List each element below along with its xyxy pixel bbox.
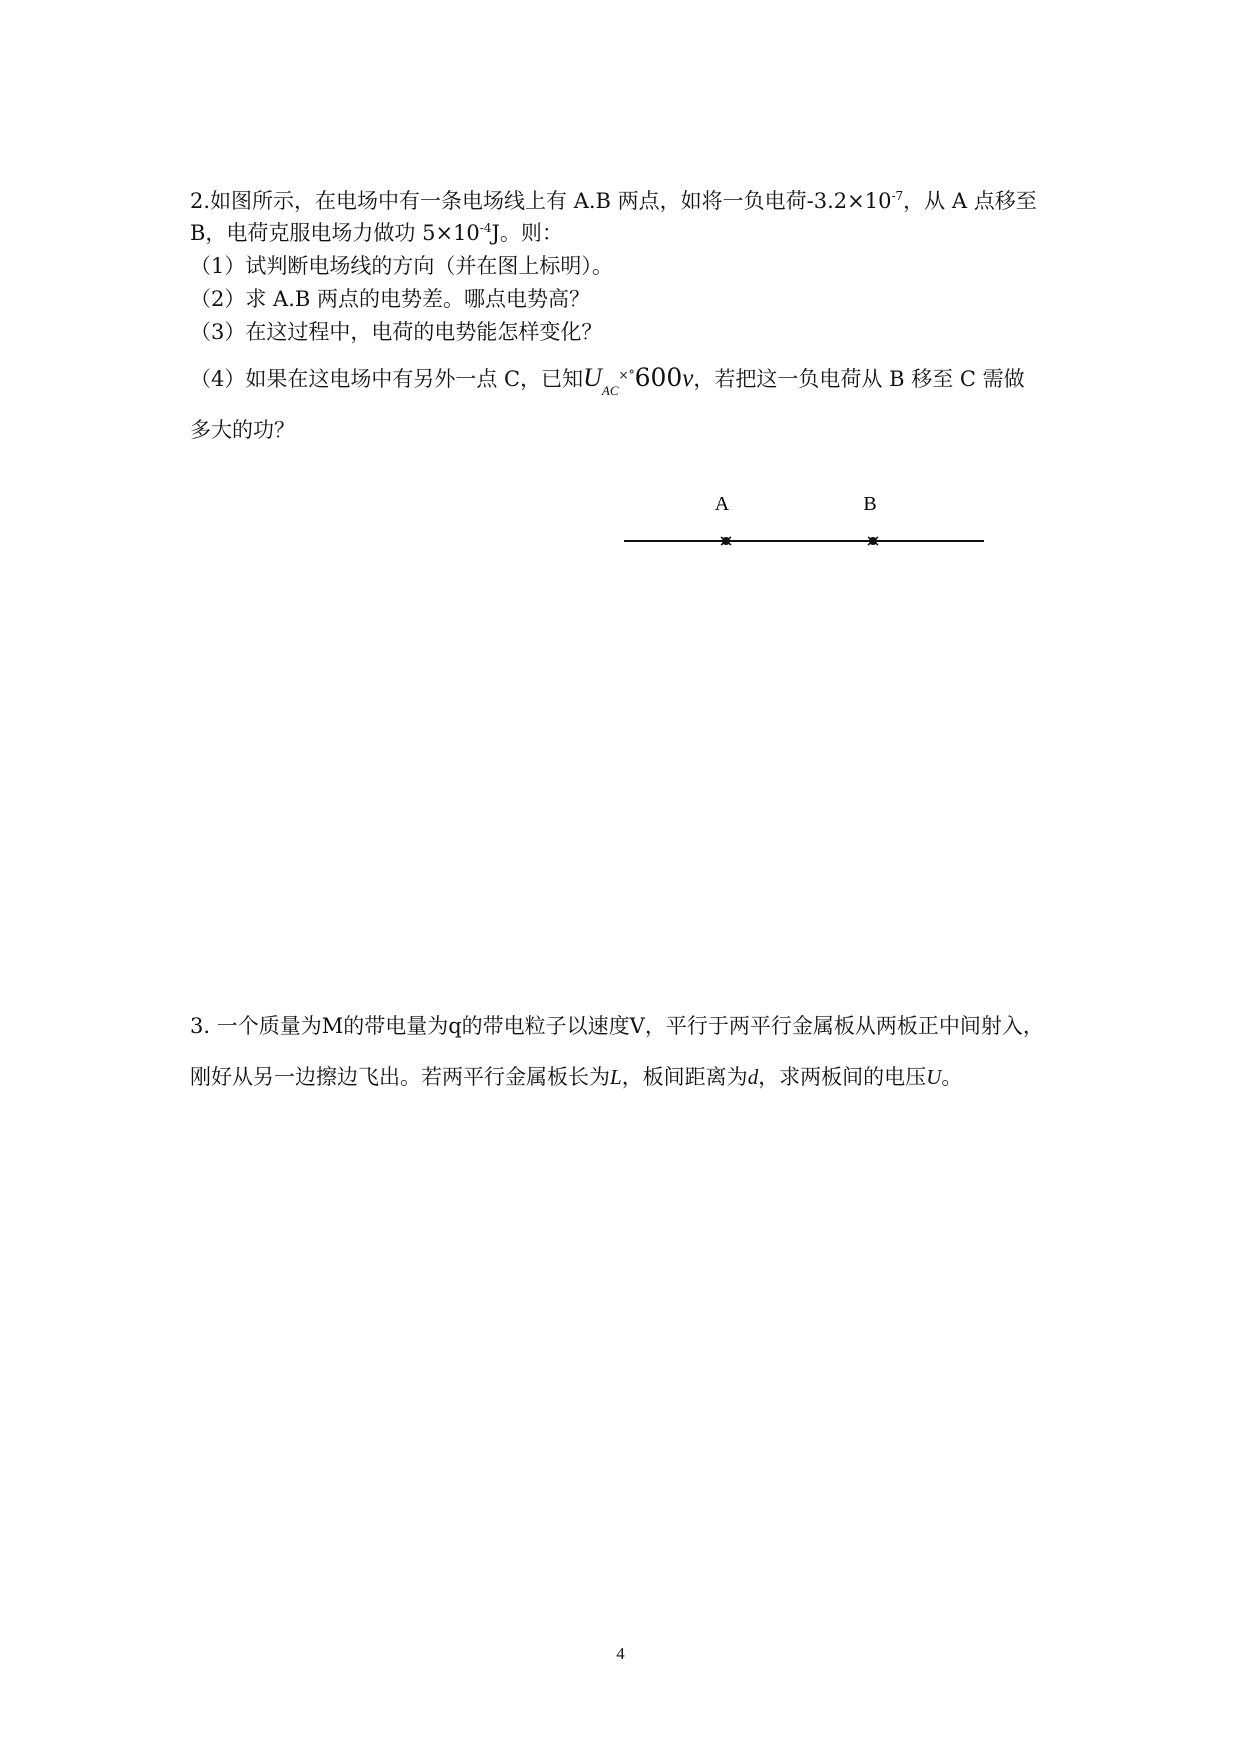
q2-text: 2.如图所示，在电场中有一条电场线上有 A.B 两点，如将一负电荷-3.2×10 [190,189,892,213]
q3-text: ，板间距离为 [621,1065,748,1089]
q2-text: J。则： [491,221,563,245]
garbled-symbol: ×° [618,368,635,382]
q2-subquestion-4-cont: 多大的功？ [190,418,295,442]
voltage-symbol: U [583,363,602,392]
q2-statement-line-1 [190,187,1037,215]
point-b-label: B [863,493,877,515]
point-b-marker [868,537,878,545]
q2-subquestion-2: （2）求 A.B 两点的电势差。哪点电势高？ [190,287,590,311]
q3-text: 刚好从另一边擦边飞出。若两平行金属板长为 [190,1065,610,1089]
field-line-diagram [600,480,1000,580]
voltage-value: 600 [634,363,683,392]
page-number: 4 [616,1644,625,1663]
q3-statement-line-2 [190,1063,962,1091]
q2-subquestion-1: （1）试判断电场线的方向（并在图上标明）。 [190,254,613,278]
q2-text: ，从 A 点移至 [903,189,1037,213]
q2-statement-line-2 [190,219,563,247]
q3-text: 。 [941,1065,963,1089]
point-a-label: A [714,493,730,515]
q3-text: ，求两板间的电压 [758,1065,927,1089]
q2-subquestion-4 [190,364,1025,396]
point-a-marker [721,537,731,545]
voltage-symbol: U [926,1065,942,1089]
q2-text: （4）如果在这电场中有另外一点 C，已知 [190,367,584,391]
exponent: -4 [479,221,492,235]
q3-statement-line-1: 3. 一个质量为M的带电量为q的带电粒子以速度V，平行于两平行金属板从两板正中间射入， [190,1014,1044,1038]
exponent: -7 [891,189,904,203]
plate-distance-symbol: d [747,1065,759,1089]
q2-text: B，电荷克服电场力做功 5×10 [190,221,480,245]
q2-text: ，若把这一负电荷从 B 移至 C 需做 [693,367,1025,391]
plate-length-symbol: L [610,1065,622,1089]
voltage-subscript: AC [601,383,619,398]
q2-subquestion-3: （3）在这过程中，电荷的电势能怎样变化？ [190,320,603,344]
voltage-unit: v [682,365,694,392]
